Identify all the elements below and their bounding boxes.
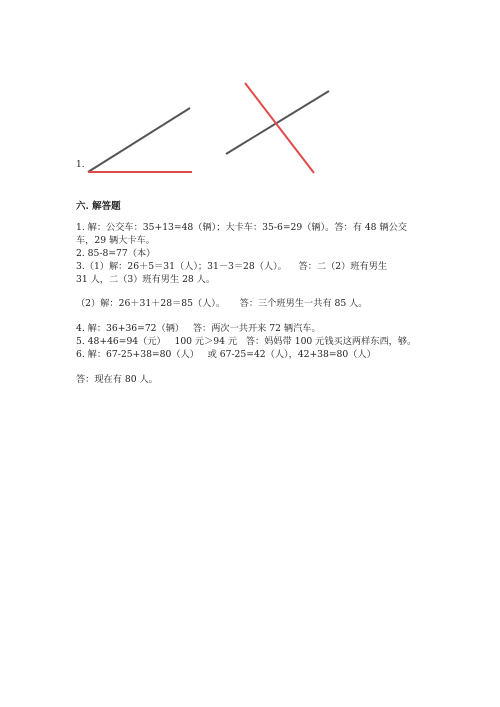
answer-line: 6. 解：67-25+38=80（人） 或 67-25=42（人），42+38=80（人） xyxy=(76,349,376,360)
answer-line: 1. 解：公交车：35+13=48（辆）；大卡车：35-6=29（辆）。答：有 48 辆公交 xyxy=(76,222,408,233)
answer-line: 车，29 辆大卡车。 xyxy=(76,235,155,246)
section-title: 六. 解答题 xyxy=(76,201,121,212)
answer-line: 3.（1）解：26＋5＝31（人）；31－3＝28（人）。 答：二（2）班有男生 xyxy=(76,261,388,272)
crossing-gray-line xyxy=(226,91,329,154)
answer-line: 答：现在有 80 人。 xyxy=(76,374,158,385)
figure-label: 1. xyxy=(76,160,85,170)
answer-line: 5. 48+46=94（元） 100 元＞94 元 答：妈妈带 100 元钱买这两样东西，够。 xyxy=(76,336,417,347)
angle-gray-ray xyxy=(88,108,190,172)
answer-line: 2. 85-8=77（本） xyxy=(76,248,156,259)
answer-line: （2）解：26＋31＋28＝85（人）。 答：三个班男生一共有 85 人。 xyxy=(76,298,368,309)
answer-line: 31 人，二（3）班有男生 28 人。 xyxy=(76,274,216,285)
crossing-red-line xyxy=(245,83,314,173)
angle-figure xyxy=(0,0,500,200)
answer-line: 4. 解：36+36=72（辆） 答：两次一共开来 72 辆汽车。 xyxy=(76,323,321,334)
